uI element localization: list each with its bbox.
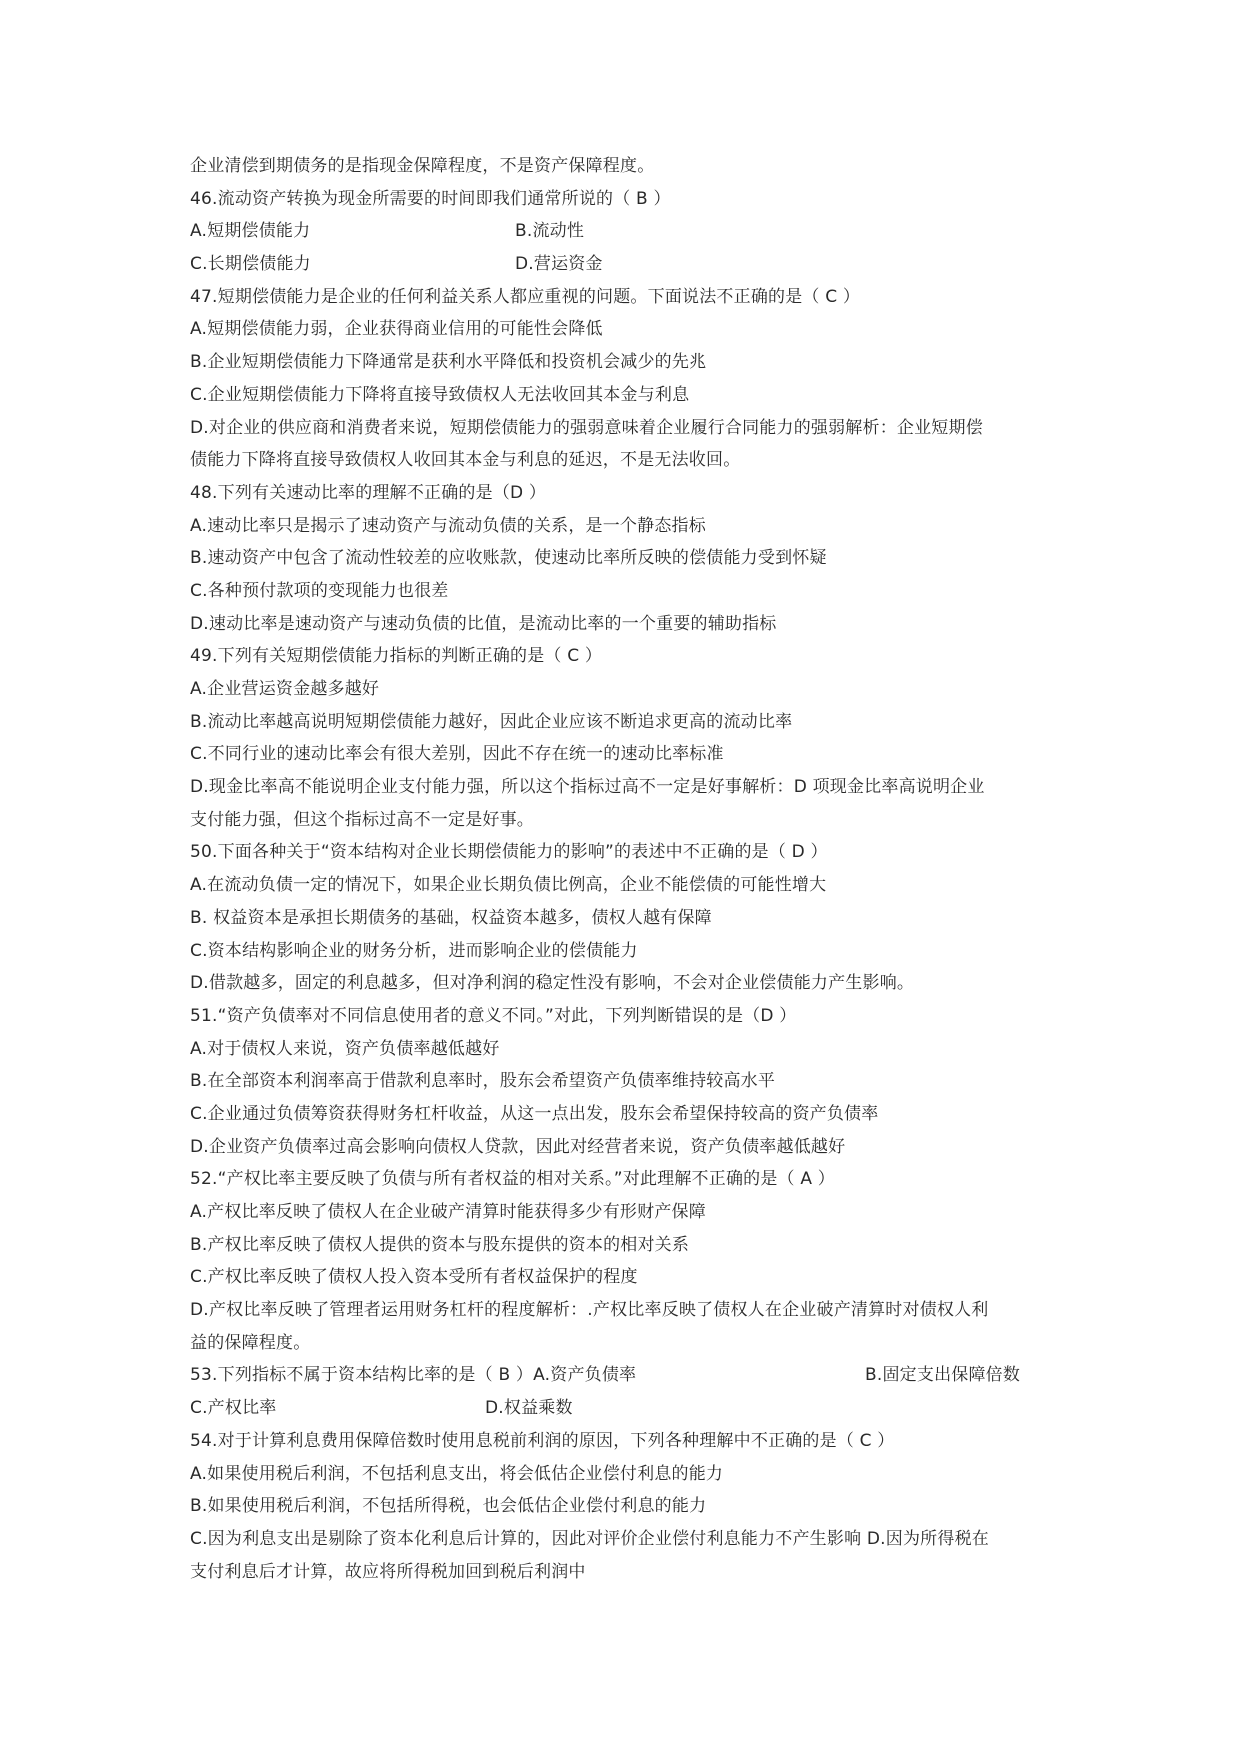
question-52: 52.“产权比率主要反映了负债与所有者权益的相对关系。”对此理解不正确的是（ A ） xyxy=(190,1169,835,1190)
q51-option-b: B.在全部资本利润率高于借款利息率时，股东会希望资产负债率维持较高水平 xyxy=(190,1071,776,1092)
q50-option-d: D.借款越多，固定的利息越多，但对净利润的稳定性没有影响，不会对企业偿债能力产生影响。 xyxy=(190,973,915,994)
q47-explanation: 债能力下降将直接导致债权人收回其本金与利息的延迟，不是无法收回。 xyxy=(190,450,741,471)
question-48: 48.下列有关速动比率的理解不正确的是（D ） xyxy=(190,482,547,503)
q53-options-row xyxy=(190,1392,1060,1425)
q49-explanation: 支付能力强，但这个指标过高不一定是好事。 xyxy=(190,809,534,830)
q46-option-d: D.营运资金 xyxy=(515,254,603,275)
q47-option-c: C.企业短期偿债能力下降将直接导致债权人无法收回其本金与利息 xyxy=(190,384,690,405)
q47-option-d: D.对企业的供应商和消费者来说，短期偿债能力的强弱意味着企业履行合同能力的强弱解析：企业短期偿 xyxy=(190,417,983,438)
q50-option-b: B. 权益资本是承担长期债务的基础，权益资本越多，债权人越有保障 xyxy=(190,907,712,928)
q54-option-b: B.如果使用税后利润，不包括所得税，也会低估企业偿付利息的能力 xyxy=(190,1496,707,1517)
q48-option-c: C.各种预付款项的变现能力也很差 xyxy=(190,580,449,601)
q46-option-a: A.短期偿债能力 xyxy=(190,221,311,242)
q49-option-b: B.流动比率越高说明短期偿债能力越好，因此企业应该不断追求更高的流动比率 xyxy=(190,711,793,732)
q52-option-c: C.产权比率反映了债权人投入资本受所有者权益保护的程度 xyxy=(190,1267,638,1288)
question-46: 46.流动资产转换为现金所需要的时间即我们通常所说的（ B ） xyxy=(190,188,671,209)
q48-option-d: D.速动比率是速动资产与速动负债的比值，是流动比率的一个重要的辅助指标 xyxy=(190,613,777,634)
q47-option-a: A.短期偿债能力弱，企业获得商业信用的可能性会降低 xyxy=(190,319,603,340)
question-47: 47.短期偿债能力是企业的任何利益关系人都应重视的问题。下面说法不正确的是（ C ） xyxy=(190,286,861,307)
q50-option-a: A.在流动负债一定的情况下，如果企业长期负债比例高，企业不能偿债的可能性增大 xyxy=(190,875,827,896)
q54-option-c: C.因为利息支出是剔除了资本化利息后计算的，因此对评价企业偿付利息能力不产生影响 D.因为所得税在 xyxy=(190,1528,989,1549)
q46-option-b: B.流动性 xyxy=(515,221,585,242)
q52-option-b: B.产权比率反映了债权人提供的资本与股东提供的资本的相对关系 xyxy=(190,1234,690,1255)
q49-option-a: A.企业营运资金越多越好 xyxy=(190,679,380,699)
q53-stem: 53.下列指标不属于资本结构比率的是（ B ）A.资产负债率 xyxy=(190,1365,637,1386)
q51-option-a: A.对于债权人来说，资产负债率越低越好 xyxy=(190,1038,500,1059)
document-body xyxy=(190,150,1060,1588)
q54-option-d-cont: 支付利息后才计算，故应将所得税加回到税后利润中 xyxy=(190,1561,586,1582)
question-51: 51.“资产负债率对不同信息使用者的意义不同。”对此，下列判断错误的是（D ） xyxy=(190,1005,797,1026)
q48-option-a: A.速动比率只是揭示了速动资产与流动负债的关系，是一个静态指标 xyxy=(190,515,706,536)
q46-options-row-2 xyxy=(190,248,1060,281)
q52-option-a: A.产权比率反映了债权人在企业破产清算时能获得多少有形财产保障 xyxy=(190,1202,706,1222)
text-line: 企业清偿到期债务的是指现金保障程度，不是资产保障程度。 xyxy=(190,156,655,176)
q50-option-c: C.资本结构影响企业的财务分析，进而影响企业的偿债能力 xyxy=(190,940,638,961)
q51-option-c: C.企业通过负债筹资获得财务杠杆收益，从这一点出发，股东会希望保持较高的资产负债率 xyxy=(190,1103,879,1124)
q51-option-d: D.企业资产负债率过高会影响向债权人贷款，因此对经营者来说，资产负债率越低越好 xyxy=(190,1136,846,1157)
question-50: 50.下面各种关于“资本结构对企业长期偿债能力的影响”的表述中不正确的是（ D ） xyxy=(190,842,828,863)
q52-explanation: 益的保障程度。 xyxy=(190,1332,311,1353)
q49-option-c: C.不同行业的速动比率会有很大差别，因此不存在统一的速动比率标准 xyxy=(190,744,724,765)
q48-option-b: B.速动资产中包含了流动性较差的应收账款，使速动比率所反映的偿债能力受到怀疑 xyxy=(190,548,827,569)
question-53 xyxy=(190,1359,1060,1392)
q53-option-c: C.产权比率 xyxy=(190,1398,277,1419)
q52-option-d: D.产权比率反映了管理者运用财务杠杆的程度解析：.产权比率反映了债权人在企业破产清算时对债权人利 xyxy=(190,1300,989,1321)
q46-options-row-1 xyxy=(190,215,1060,248)
question-49: 49.下列有关短期偿债能力指标的判断正确的是（ C ） xyxy=(190,646,603,667)
q49-option-d: D.现金比率高不能说明企业支付能力强，所以这个指标过高不一定是好事解析：D 项现金比率高说明企业 xyxy=(190,777,985,798)
q53-option-d: D.权益乘数 xyxy=(485,1398,573,1419)
q54-option-a: A.如果使用税后利润，不包括利息支出，将会低估企业偿付利息的能力 xyxy=(190,1463,724,1484)
q53-option-b: B.固定支出保障倍数 xyxy=(865,1365,1021,1386)
q47-option-b: B.企业短期偿债能力下降通常是获利水平降低和投资机会减少的先兆 xyxy=(190,352,707,373)
question-54: 54.对于计算利息费用保障倍数时使用息税前利润的原因，下列各种理解中不正确的是（ C ） xyxy=(190,1430,895,1451)
q46-option-c: C.长期偿债能力 xyxy=(190,254,311,275)
